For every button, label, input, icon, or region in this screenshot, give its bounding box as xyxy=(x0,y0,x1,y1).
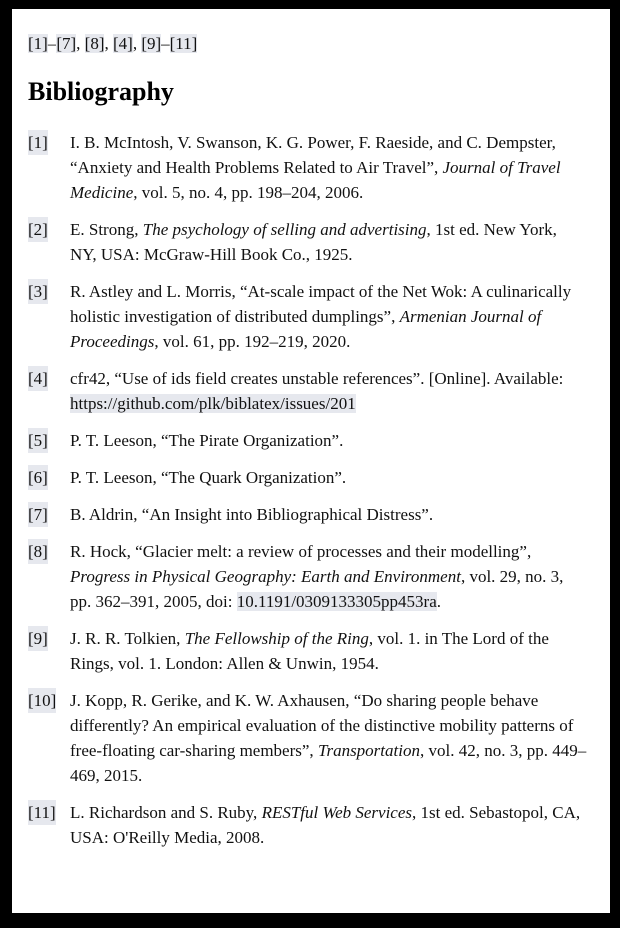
text-segment: cfr42, “Use of ids field creates unstable references”. [Online]. Available: xyxy=(70,369,568,388)
text-segment: , 1st ed. Sebastopol, CA, USA: O'Reilly Media, 2008. xyxy=(70,803,585,847)
reference-label-column xyxy=(28,428,70,453)
doi-link[interactable]: 10.1191/0309133305pp453ra xyxy=(236,592,437,611)
reference-label-link[interactable]: [1] xyxy=(28,130,48,155)
reference-item xyxy=(28,465,592,490)
citation-link-11[interactable]: [11] xyxy=(169,34,198,53)
reference-text xyxy=(70,502,587,527)
reference-text xyxy=(70,366,587,416)
reference-item xyxy=(28,279,592,354)
citation-link-7[interactable]: [7] xyxy=(56,34,77,53)
text-segment: – xyxy=(161,34,170,53)
reference-label-column xyxy=(28,800,70,825)
reference-text xyxy=(70,465,587,490)
reference-item xyxy=(28,217,592,267)
reference-label-column xyxy=(28,366,70,391)
reference-label-link[interactable]: [3] xyxy=(28,279,48,304)
reference-text xyxy=(70,539,587,614)
text-segment: L. Richardson and S. Ruby, xyxy=(70,803,262,822)
reference-item xyxy=(28,539,592,614)
text-segment: Armenian Journal of Proceedings xyxy=(70,307,546,351)
text-segment: J. Kopp, R. Gerike, and K. W. Axhausen, “Do sharing people behave differently? An empirical evaluation of the distinctive mobility patterns of free-floating car-sharing members”, xyxy=(70,691,578,760)
reference-item xyxy=(28,626,592,676)
text-segment: P. T. Leeson, “The Quark Organization”. xyxy=(70,468,347,487)
text-segment: , vol. 61, pp. 192–219, 2020. xyxy=(154,332,351,351)
citation-link-9[interactable]: [9] xyxy=(141,34,162,53)
reference-item xyxy=(28,130,592,205)
text-segment: J. R. R. Tolkien, xyxy=(70,629,185,648)
citation-link-1[interactable]: [1] xyxy=(28,34,48,53)
reference-label-link[interactable]: [2] xyxy=(28,217,48,242)
reference-item xyxy=(28,800,592,850)
text-segment: , xyxy=(76,34,85,53)
text-segment: The psychology of selling and advertising xyxy=(142,220,427,239)
reference-text xyxy=(70,130,587,205)
text-segment: I. B. McIntosh, V. Swanson, K. G. Power, F. Raeside, and C. Dempster, “Anxiety and Health Problems Related to Air Travel”, xyxy=(70,133,561,177)
text-segment: Transportation xyxy=(317,741,420,760)
citation-link-4[interactable]: [4] xyxy=(112,34,133,53)
reference-label-link[interactable]: [8] xyxy=(28,539,48,564)
reference-label-column xyxy=(28,688,70,713)
text-segment: , vol. 42, no. 3, pp. 449–469, 2015. xyxy=(70,741,587,785)
text-segment: E. Strong, xyxy=(70,220,143,239)
reference-label-link[interactable]: [11] xyxy=(28,800,56,825)
reference-text xyxy=(70,688,587,788)
reference-label-link[interactable]: [5] xyxy=(28,428,48,453)
reference-item xyxy=(28,688,592,788)
reference-item xyxy=(28,366,592,416)
bibliography-list xyxy=(28,130,592,850)
text-segment: , vol. 1. in The Lord of the Rings, vol. 1. London: Allen & Unwin, 1954. xyxy=(70,629,554,673)
url-link[interactable]: https://github.com/plk/biblatex/issues/201 xyxy=(70,394,356,413)
text-segment: , vol. 29, no. 3, pp. 362–391, 2005, doi: xyxy=(70,567,568,611)
reference-label-column xyxy=(28,626,70,651)
reference-text xyxy=(70,626,587,676)
reference-item xyxy=(28,502,592,527)
text-segment: , vol. 5, no. 4, pp. 198–204, 2006. xyxy=(133,183,364,202)
text-segment: Journal of Travel Medicine xyxy=(70,158,565,202)
reference-label-column xyxy=(28,539,70,564)
reference-label-column xyxy=(28,279,70,304)
reference-label-link[interactable]: [10] xyxy=(28,688,56,713)
reference-text xyxy=(70,800,587,850)
reference-label-link[interactable]: [4] xyxy=(28,366,48,391)
reference-text xyxy=(70,428,587,453)
citation-link-8[interactable]: [8] xyxy=(84,34,105,53)
reference-item xyxy=(28,428,592,453)
reference-text xyxy=(70,279,587,354)
text-segment: R. Astley and L. Morris, “At-scale impact of the Net Wok: A culinarically holistic investigation of distributed dumplings”, xyxy=(70,282,576,326)
reference-label-column xyxy=(28,217,70,242)
text-segment: The Fellowship of the Ring xyxy=(184,629,369,648)
text-segment: R. Hock, “Glacier melt: a review of processes and their modelling”, xyxy=(70,542,536,561)
text-segment: , 1st ed. New York, NY, USA: McGraw-Hill Book Co., 1925. xyxy=(70,220,562,264)
text-segment: B. Aldrin, “An Insight into Bibliographical Distress”. xyxy=(70,505,434,524)
reference-label-column xyxy=(28,502,70,527)
text-segment: Progress in Physical Geography: Earth and Environment xyxy=(70,567,461,586)
reference-text xyxy=(70,217,587,267)
reference-label-column xyxy=(28,465,70,490)
inline-citation-line xyxy=(28,31,592,56)
text-segment: – xyxy=(47,34,57,53)
text-segment: P. T. Leeson, “The Pirate Organization”. xyxy=(70,431,344,450)
text-segment: , xyxy=(132,34,142,53)
text-segment: . xyxy=(436,592,442,611)
reference-label-link[interactable]: [9] xyxy=(28,626,48,651)
reference-label-link[interactable]: [7] xyxy=(28,502,48,527)
reference-label-column xyxy=(28,130,70,155)
page-title: Bibliography xyxy=(28,77,174,106)
text-segment: , xyxy=(104,34,113,53)
text-segment: RESTful Web Services xyxy=(261,803,413,822)
reference-label-link[interactable]: [6] xyxy=(28,465,48,490)
